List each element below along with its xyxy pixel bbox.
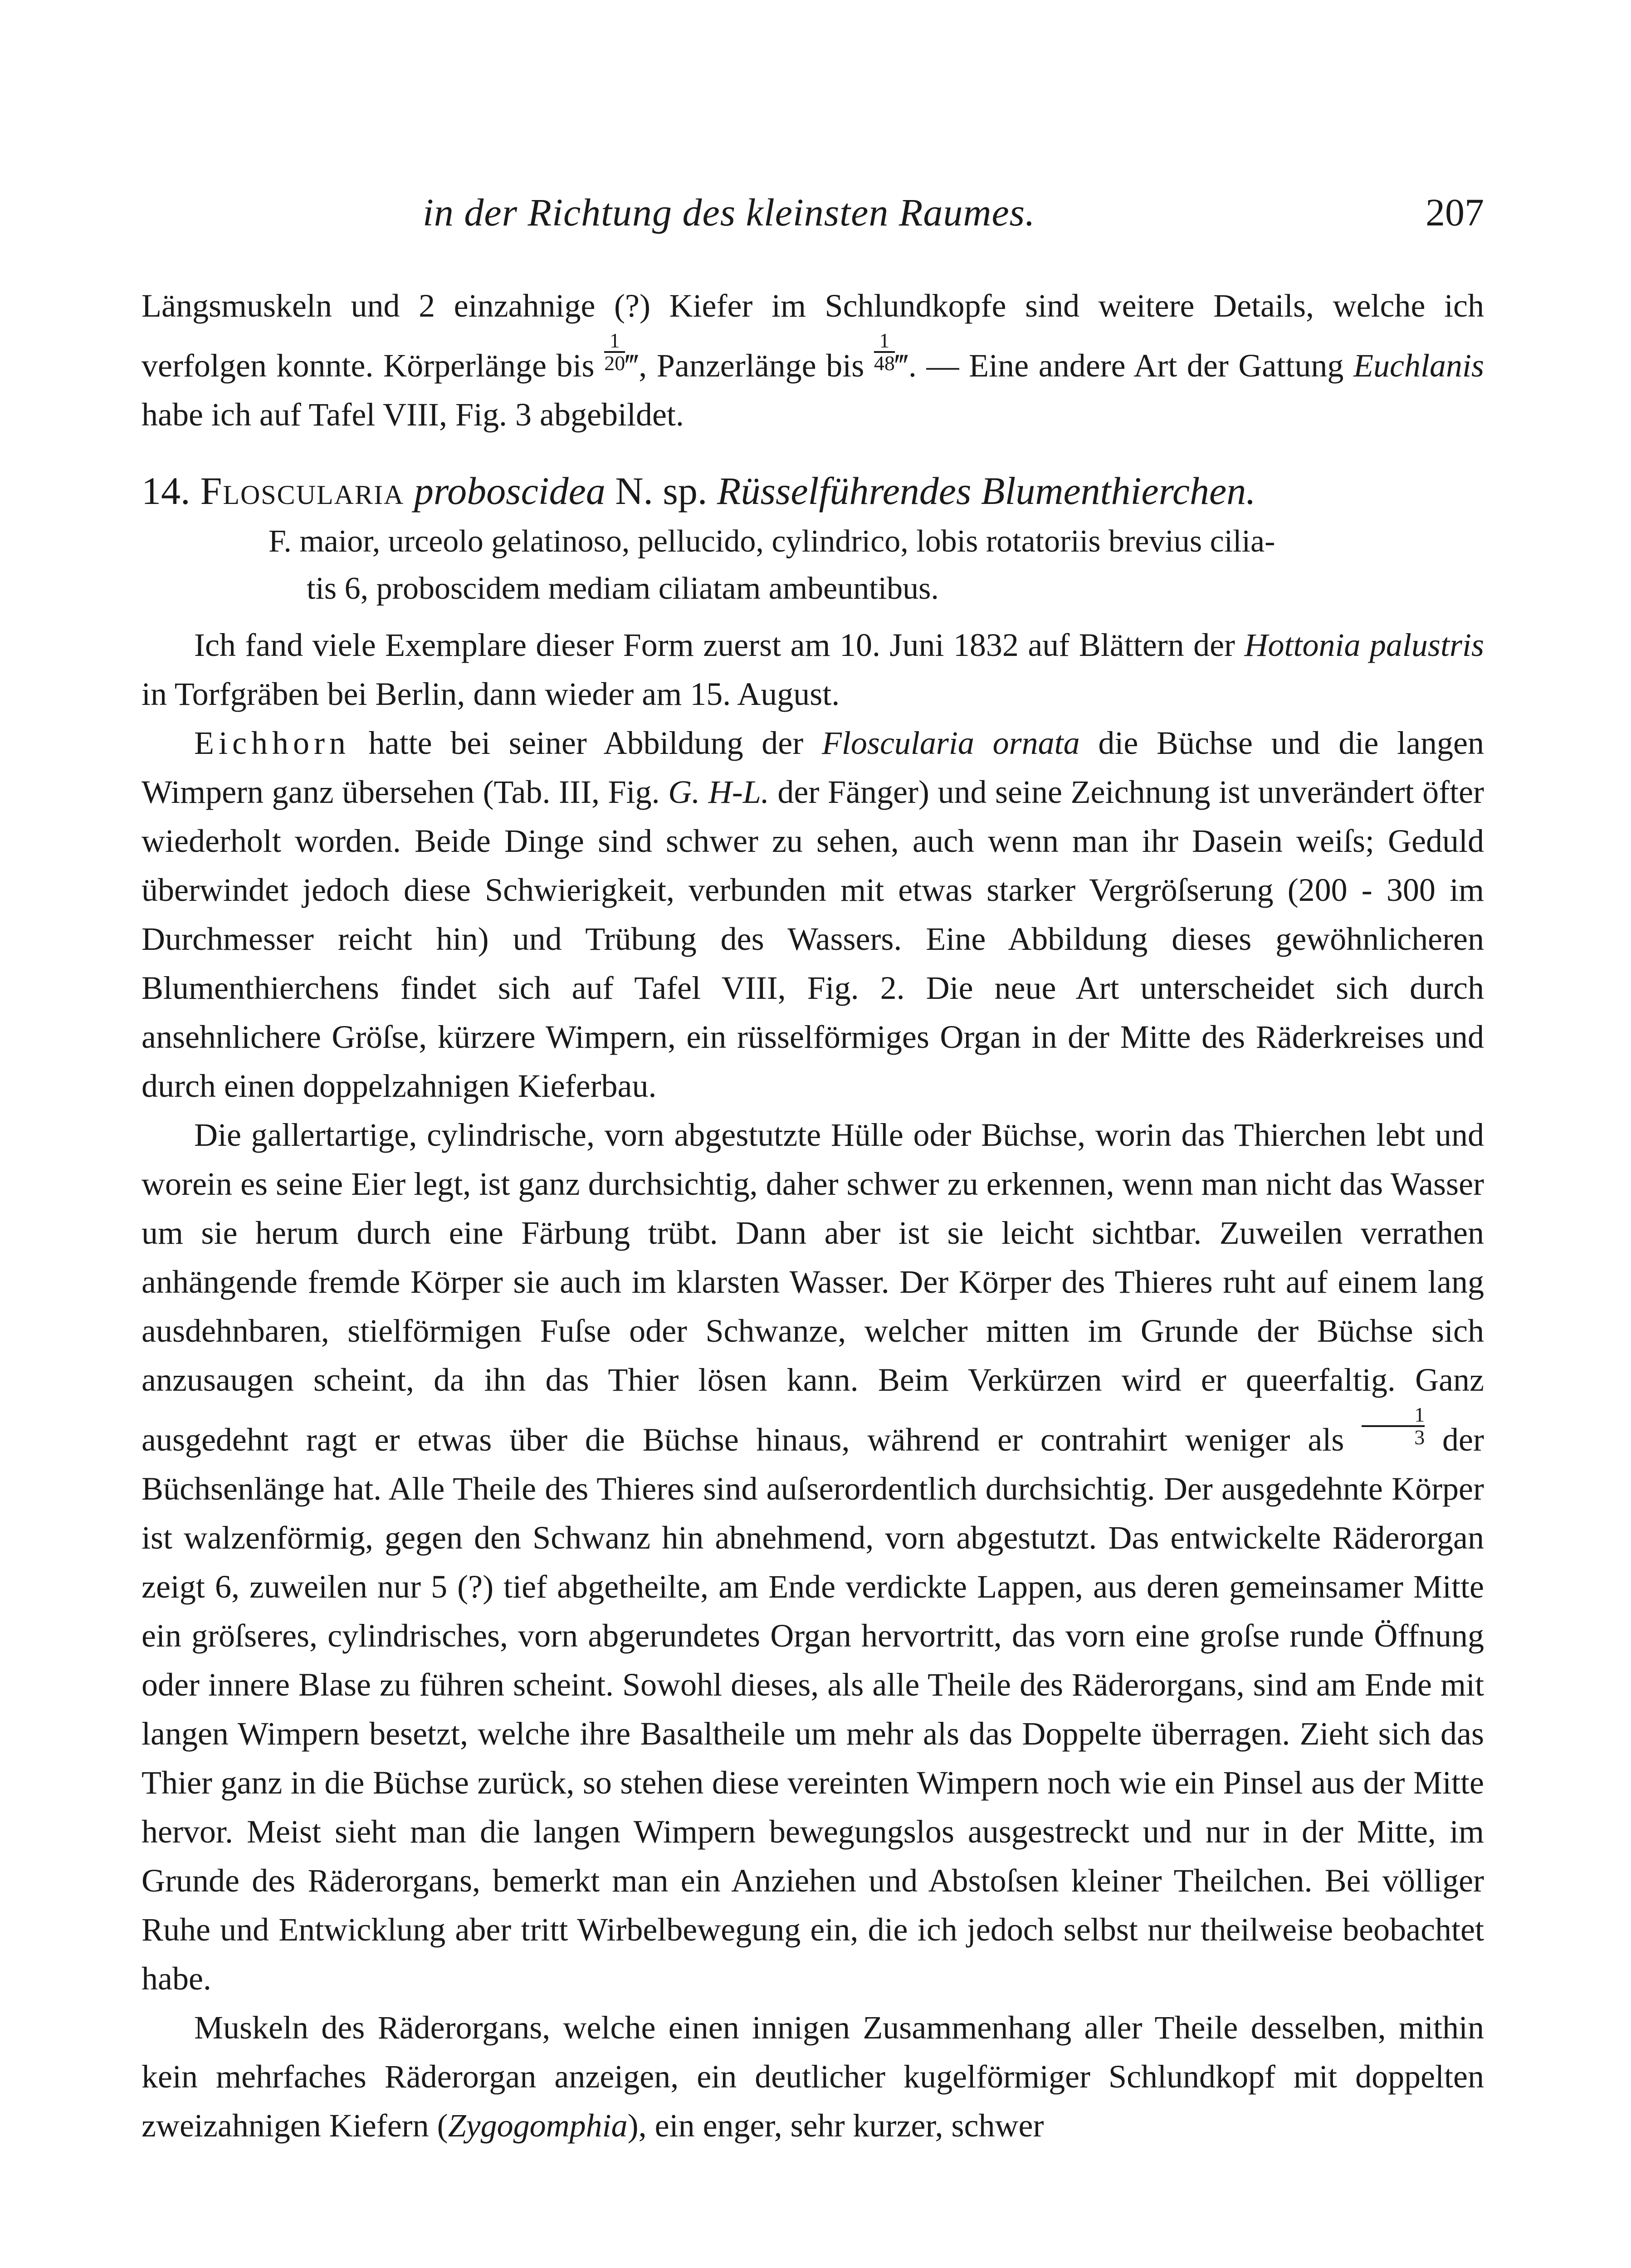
spacer bbox=[142, 439, 1484, 464]
fraction: $\frac{1}{20}$ bbox=[604, 329, 625, 375]
entry-common-name: Rüsselführendes Blumenthierchen. bbox=[717, 469, 1256, 513]
fraction: $\frac{1}{48}$ bbox=[874, 329, 895, 375]
page-number: 207 bbox=[1426, 191, 1484, 234]
author-name: Eichhorn bbox=[194, 725, 350, 761]
page-header bbox=[142, 190, 1484, 244]
entry-number: 14. bbox=[142, 469, 190, 513]
running-head: in der Richtung des kleinsten Raumes. bbox=[423, 191, 1035, 234]
paragraph: Muskeln des Räderorgans, welche einen innigen Zusammenhang aller Theile desselben, mithin kein mehrfaches Räderorgan anzeigen, ein deutlicher kugelförmiger Schlundkopf mit doppelten zweizahnigen Kiefern (Zygogomphia), ein enger, sehr kurzer, schwer bbox=[142, 2009, 1484, 2144]
paragraph: Die gallertartige, cylindrische, vorn abgestutzte Hülle oder Büchse, worin das Thierchen lebt und worein es seine Eier legt, ist ganz durchsichtig, daher schwer zu erkennen, wenn man nicht das Wasser um sie herum durch eine Färbung trübt. Dann aber ist sie leicht sichtbar. Zuweilen verrathen anhängende fremde Körper sie auch im klarsten Wasser. Der Körper des Thieres ruht auf einem lang ausdehnbaren, stielförmigen Fuſse oder Schwanze, welcher mitten im Grunde der Büchse sich anzusaugen scheint, da ihn das Thier lösen kann. Beim Verkürzen wird er queerfaltig. Ganz ausgedehnt ragt er etwas über die Büchse hinaus, während er contrahirt weniger als $\frac{1}{3}$ der Büchsenlänge hat. Alle Theile des Thieres sind auſserordentlich durchsichtig. Der ausgedehnte Körper ist walzenförmig, gegen den Schwanz hin abnehmend, vorn abgestutzt. Das entwickelte Räderorgan zeigt 6, zuweilen nur 5 (?) tief abgetheilte, am Ende verdickte Lappen, aus deren gemeinsamer Mitte ein gröſseres, cylindrisches, vorn abgerundetes Organ hervortritt, das vorn eine groſse runde Öffnung oder innere Blase zu führen scheint. Sowohl dieses, als alle Theile des Räderorgans, sind am Ende mit langen Wimpern besetzt, welche ihre Basaltheile um mehr als das Doppelte überragen. Zieht sich das Thier ganz in die Büchse zurück, so stehen diese vereinten Wimpern noch wie ein Pinsel aus der Mitte hervor. Meist sieht man die langen Wimpern bewegungslos ausgestreckt und nur in der Mitte, im Grunde des Räderorgans, bemerkt man ein Anziehen und Abstoſsen kleiner Theilchen. Bei völliger Ruhe und Entwicklung aber tritt Wirbelbewegung ein, die ich jedoch selbst nur theilweise beobachtet habe. bbox=[142, 1117, 1484, 1997]
paragraph: Eichhorn hatte bei seiner Abbildung der Floscularia ornata die Büchse und die langen Wimpern ganz übersehen (Tab. III, Fig. G. H-L. der Fänger) und seine Zeichnung ist unverändert öfter wiederholt worden. Beide Dinge sind schwer zu sehen, auch wenn man ihr Dasein weiſs; Geduld überwindet jedoch diese Schwierigkeit, verbunden mit etwas starker Vergröſserung (200 - 300 im Durchmesser reicht hin) und Trübung des Wassers. Eine Abbildung dieses gewöhnlicheren Blumenthierchens findet sich auf Tafel VIII, Fig. 2. Die neue Art unterscheidet sich durch ansehnlichere Gröſse, kürzere Wimpern, ein rüsselförmiges Organ in der Mitte des Räderkreises und durch einen doppelzahnigen Kieferbau. bbox=[142, 725, 1485, 1104]
paragraph: Ich fand viele Exemplare dieser Form zuerst am 10. Juni 1832 auf Blättern der Hottonia palustris in Torfgräben bei Berlin, dann wieder am 15. August. bbox=[142, 627, 1484, 712]
paragraph-continued: Längsmuskeln und 2 einzahnige (?) Kiefer im Schlundkopfe sind weitere Details, welche ich verfolgen konnte. Körperlänge bis $\frac{1}{20}$ ‴, Panzerlänge bis $\frac{1}{48}$ ‴. — Eine andere Art der Gattung Euchlanis habe ich auf Tafel VIII, Fig. 3 abgebildet. bbox=[142, 288, 1484, 433]
genus-name: Zygogomphia bbox=[448, 2107, 628, 2144]
plant-name: Hottonia palustris bbox=[1244, 627, 1484, 663]
entry-genus: Floscularia bbox=[200, 469, 405, 513]
figure-letters: G. H-L. bbox=[668, 774, 769, 810]
entry-species: proboscidea bbox=[414, 469, 606, 513]
body-text bbox=[142, 281, 1484, 2150]
species-entry-heading bbox=[142, 464, 1484, 518]
fraction: $\frac{1}{3}$ bbox=[1362, 1404, 1425, 1448]
latin-diagnosis: F. maior, urceolo gelatinoso, pellucido, cylindrico, lobis rotatoriis brevius cilia- tis 6, proboscidem mediam ciliatam ambeuntibus. bbox=[269, 524, 1275, 606]
entry-status: N. sp. bbox=[615, 469, 708, 513]
genus-name: Euchlanis bbox=[1353, 347, 1484, 384]
spacer bbox=[142, 612, 1484, 621]
species-name: Floscularia ornata bbox=[821, 725, 1080, 761]
